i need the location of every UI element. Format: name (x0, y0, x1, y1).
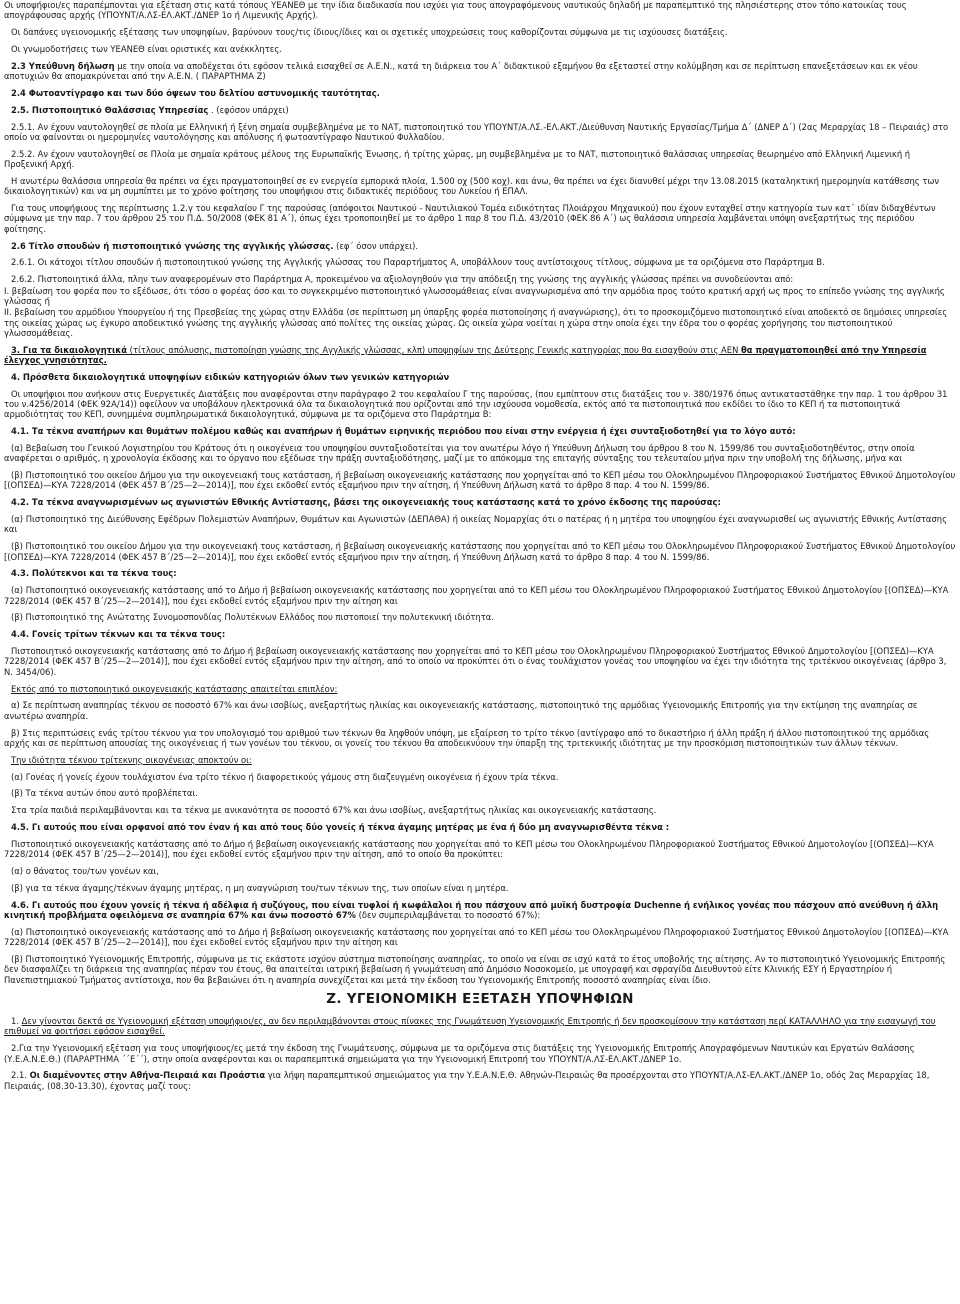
paragraph (4, 646, 956, 677)
paragraph-text: (α) ο θάνατος του/των γονέων και, (11, 866, 159, 877)
paragraph (4, 27, 956, 37)
paragraph (4, 44, 956, 54)
paragraph (4, 257, 956, 267)
paragraph-text: β) Στις περιπτώσεις ενάς τρίτου τέκνου για τον υπολογισμό του αριθμού των τέκνων θα ληφθούν υπόψη, με εξαίρεση το τρίτο τέκνο (αντίγραφο από το δικαστήριο ή άλλη πράξη ή άλλου πιστοποιητικού της αρμόδιας αρχής και σε περίπτωση απουσίας της οικογένειας ή των γονέων του τέκνου, οι γονείς του τέκνου θα αποδεικνύουν την ύπαρξη της τριτεκνικής ιδιότητας με την προσκόμιση πιστοποιητικών των άλλων τέκνων. (4, 727, 930, 748)
paragraph (4, 61, 956, 82)
paragraph-text: Οι δαπάνες υγειονομικής εξέτασης των υποψηφίων, βαρύνουν τους/τις ίδιους/ίδιες και οι σχετικές υποχρεώσεις τους καθορίζονται σύμφωνα με τις ισχύουσες διατάξεις. (11, 27, 728, 38)
paragraph-text: . (εφόσον υπάρχει) (208, 104, 289, 115)
paragraph-text: 2.4 Φωτοαντίγραφο και των δύο όψεων του δελτίου αστυνομικής ταυτότητας. (11, 87, 380, 98)
paragraph (4, 866, 956, 876)
paragraph (4, 0, 956, 21)
paragraph-text: Οι υποψήφιοι που ανήκουν στις Ευεργετικές Διατάξεις που αναφέρονται στην παράγραφο 2 του κεφαλαίου Γ της παρούσας, (που εμπίπτουν στις διατάξεις του ν. 380/1976 όπως αντικαταστάθηκε την παρ. 1 του άρθρου 31 του ν.4256/2014 (ΦΕΚ 92Α/14)) οφείλουν να υποβάλουν ηλεκτρονικά όλα τα δικαιολογητικά που ορίζονται από την ισχύουσα νομοθεσία, εκτός από τα πιστοποιητικά που εκδίδει το ίδιο το ΚΕΠ ή τα πιστοποιητικά αρμοδιότητας του ΚΕΠ, συνημμένα συμπληρωματικά δικαιολογητικά, σύμφωνα με τα οριζόμενα στο Παράρτημα Β: (4, 388, 948, 420)
paragraph-text: Οι γνωμοδοτήσεις των ΥΕΑΝΕΘ είναι οριστικές και ανέκκλητες. (11, 43, 282, 54)
paragraph-text: 2.3 Υπεύθυνη δήλωση (11, 60, 115, 71)
paragraph (4, 700, 956, 721)
paragraph (4, 470, 956, 491)
paragraph-text: 4. Πρόσθετα δικαιολογητικά υποψηφίων ειδικών κατηγοριών όλων των γενικών κατηγοριών (11, 371, 450, 382)
paragraph (4, 1043, 956, 1064)
paragraph-text: για λήψη παραπεμπτικού σημειώματος για την Υ.Ε.Α.Ν.Ε.Θ. Αθηνών-Πειραιώς θα προσέρχονται στο ΥΠΟΥΝΤ/Α.ΛΣ-ΕΛ.ΑΚΤ./ΔΝΕΡ 1ο, οδός 2ας Μεραρχίας 18, Πειραιάς, (08.30-13.30), έχοντας μαζί τους: (4, 1070, 930, 1091)
paragraph-text: με την οποία να αποδέχεται ότι εφόσον τελικά εισαχθεί σε Α.Ε.Ν., κατά τη διάρκεια του Α΄ διδακτικού εξαμήνου θα εξεταστεί στην κολύμβηση και σε περίπτωση επανεξετάσεων και εκ νέου αποτυχιών θα απομακρύνεται από την Α.Ε.Ν. ( ΠΑΡΑΡΤΗΜΑ Ζ) (4, 60, 918, 82)
paragraph-text: (δεν συμπεριλαμβάνεται το ποσοστό 67%): (355, 910, 541, 920)
paragraph-text: (β) Πιστοποιητικό του οικείου Δήμου για την οικογενειακή τους κατάσταση, ή βεβαίωση οικογενειακής κατάστασης που χορηγείται από το ΚΕΠ μέσω του Ολοκληρωμένου Πληροφοριακού Συστήματος Εθνικού Δημοτολογίου [(ΟΠΣΕΔ)—ΚΥΑ 7228/2014 (ΦΕΚ 457 Β΄/25—2—2014)], που έχει εκδοθεί εντός εξαμήνου πριν την αίτηση, ή Υπεύθυνη Δήλωση κατά το άρθρο 8 παρ. 4 του Ν. 1599/86. (4, 470, 956, 491)
paragraph-text: Στα τρία παιδιά περιλαμβάνονται και τα τέκνα με ανικανότητα σε ποσοστό 67% και άνω ισοβίως, ανεξαρτήτως ηλικίας και οικογενειακής κατάστασης. (11, 805, 657, 816)
paragraph (4, 241, 956, 251)
paragraph-text: Οι διαμένοντες στην Αθήνα-Πειραιά και Προάστια (29, 1070, 266, 1081)
paragraph (4, 105, 956, 115)
paragraph (4, 822, 956, 832)
paragraph-text: 2.1. (11, 1070, 30, 1081)
paragraph (4, 389, 956, 420)
paragraph-text: 4.1. Τα τέκνα αναπήρων και θυμάτων πολέμου καθώς και αναπήρων ή θυμάτων ειρηνικής περιόδου που είναι στην ενέργεια ή έχει συνταξιοδοτηθεί για το λόγο αυτό: (11, 426, 796, 437)
paragraph-text: Δεν γίνονται δεκτά σε Υγειονομική εξέταση υποψήφιοι/ες, αν δεν περιλαμβάνονται στους πίνακες της Γνωμάτευση Υγειονομικής Επιτροπής ή δεν προσκομίσουν την κατάσταση περί ΚΑΤΑΛΛΗΛΟ για την εισαγωγή του επιθυμεί να φοιτήσει εφόσον εισαχθεί. (4, 1016, 936, 1037)
paragraph (4, 612, 956, 622)
paragraph-text: (β) Τα τέκνα αυτών όπου αυτό προβλέπεται. (11, 788, 198, 799)
paragraph (4, 788, 956, 798)
paragraph (4, 927, 956, 948)
paragraph (4, 684, 956, 694)
paragraph (4, 372, 956, 382)
paragraph (4, 1016, 956, 1037)
paragraph (4, 805, 956, 815)
paragraph-text: Η ανωτέρω θαλάσσια υπηρεσία θα πρέπει να έχει πραγματοποιηθεί σε εν ενεργεία εμπορικά πλοία, 1.500 οχ (500 κοχ). και άνω, θα πρέπει να έχει διανυθεί μέχρι την 13.08.2015 (καταληκτική ημερομηνία κατάθεσης των δικαιολογητικών) και να μη συμπίπτει με το χρόνο φοίτησης του υποψήφιου στις διδακτικές περιόδους του Λυκείου ή ΕΠΑΛ. (4, 175, 940, 197)
paragraph (4, 176, 956, 197)
paragraph-text: 4.5. Γι αυτούς που είναι ορφανοί από τον έναν ή και από τους δύο γονείς ή τέκνα άγαμης μητέρας με ένα ή δύο μη αναγνωρισθέντα τέκνα : (11, 822, 670, 833)
paragraph (4, 883, 956, 893)
paragraph-text: α) Σε περίπτωση αναπηρίας τέκνου σε ποσοστό 67% και άνω ισοβίως, ανεξαρτήτως ηλικίας και οικογενειακής κατάστασης, πιστοποιητικό της αρμόδιας Υγειονομικής Επιτροπής για την εκτίμηση της αναπηρίας σε ανωτέρω αναπηρία. (4, 700, 918, 721)
paragraph-text: Την ιδιότητα τέκνου τρίτεκνης οικογένειας αποκτούν οι: (11, 754, 252, 765)
paragraph (4, 728, 956, 749)
paragraph-text: Εκτός από το πιστοποιητικό οικογενειακής κατάστασης απαιτείται επιπλέον: (11, 683, 338, 694)
paragraph-text: II. βεβαίωση του αρμόδιου Υπουργείου ή της Πρεσβείας της χώρας στην Ελλάδα (σε περίπτωση μη ύπαρξης φορέα πιστοποίησης ή αναγνώρισης), ότι το προσκομιζόμενο πιστοποιητικό είναι αποδεκτό σε δημόσιες υπηρεσίες της οικείας χώρας ως έγκυρο αποδεικτικό γνώσης της αγγλικής γλώσσας από πολίτες της οικείας χώρας. Ως οικεία χώρα νοείται η χώρα στην οποία έχει την έδρα του ο φορέας χορήγησης του πιστοποιητικού γλωσσομάθειας. (4, 307, 948, 338)
paragraph-text: 2.Για την Υγειονομική εξέταση για τους υποψήφιους/ες μετά την έκδοση της Γνωμάτευσης, σύμφωνα με τα οριζόμενα στις διατάξεις της Υγειονομικής Επιτροπής Απογραφόμενων Ναυτικών και Εργατών Θαλάσσης (Υ.Ε.Α.Ν.Ε.Θ.) (ΠΑΡΑΡΤΗΜΑ ΄΄Ε΄΄), στην οποία αναφέρονται και οι παραπεμπτικά σημειώματα για την Υγειονομική Επιτροπή του ΥΠΟΥΝΤ/Α.ΛΣ-ΕΛ.ΑΚΤ./ΔΝΕΡ 1ο. (4, 1043, 915, 1064)
paragraph-text: 2.5. Πιστοποιητικό Θαλάσσιας Υπηρεσίας (11, 104, 209, 115)
paragraph-text: I. βεβαίωση του φορέα που το εξέδωσε, ότι τόσο ο φορέας όσο και το συγκεκριμένο πιστοποιητικό γλωσσομάθειας είναι αναγνωρισμένα από την αρμόδια προς τούτο κρατική αρχή ως προς το επίπεδο γνώσης της αγγλικής γλώσσας ή (4, 285, 945, 306)
paragraph (4, 345, 956, 366)
paragraph-text: Πιστοποιητικό οικογενειακής κατάστασης από το Δήμο ή βεβαίωση οικογενειακής κατάστασης που χορηγείται από το ΚΕΠ μέσω του Ολοκληρωμένου Πληροφοριακού Συστήματος Εθνικού Δημοτολογίου [(ΟΠΣΕΔ)—ΚΥΑ 7228/2014 (ΦΕΚ 457 Β΄/25—2—2014)], που έχει εκδοθεί εντός εξαμήνου πριν την αίτηση, από το οποίο να προκύπτει ότι ο ένας τουλάχιστον γονέας του υποψηφίου να έχει την ιδιότητα της τριτέκνου οικογένειας (άρθρο 3, Ν. 3454/06). (4, 646, 947, 677)
paragraph-text: (α) Πιστοποιητικό της Διεύθυνσης Εφέδρων Πολεμιστών Αναπήρων, Θυμάτων και Αγωνιστών (ΔΕΠΑΘΑ) ή οικείας Νομαρχίας ότι ο πατέρας ή η μητέρα του υποψηφίου έχει αναγνωρισθεί ως αγωνιστής Εθνικής Αντίστασης και (4, 514, 947, 535)
paragraph-text: 1. (11, 1016, 22, 1027)
paragraph (4, 954, 956, 985)
paragraph-text: (β) για τα τέκνα άγαμης/τέκνων άγαμης μητέρας, η μη αναγνώριση του/των τέκνων της, των οποίων είναι η μητέρα. (11, 882, 509, 893)
paragraph (4, 122, 956, 143)
paragraph (4, 88, 956, 98)
paragraph-text: 2.6.2. Πιστοποιητικά άλλα, πλην των αναφερομένων στο Παράρτημα Α, προκειμένου να αξιολογηθούν για την απόδειξη της γνώσης της αγγλικής γλώσσας πρέπει να συνοδεύονται από: (11, 274, 794, 285)
paragraph (4, 497, 956, 507)
paragraph-text: Για τους υποψήφιους της περίπτωσης 1.2.γ του κεφαλαίου Γ της παρούσας (απόφοιτοι Ναυτικού - Ναυτιλιακού Τομέα ειδικότητας Πλοιάρχου Μηχανικού) που έχουν ενταχθεί στην κατηγορία των κατ΄ ιδίαν διδαχθέντων σύμφωνα με την παρ. 7 του άρθρου 25 του Π.Δ. 50/2008 (ΦΕΚ 81 Α΄), όπως έχει τροποποιηθεί με το άρθρο 1 παρ 8 του Π.Δ. 43/2010 (ΦΕΚ 86 Α΄) ως θαλάσσια υπηρεσία λαμβάνεται υπόψη ανεξαρτήτως της περιόδου φοίτησης. (4, 203, 936, 234)
paragraph-text: Δεύτερης Γενικής (494, 344, 570, 355)
paragraph-text: (α) Γονέας ή γονείς έχουν τουλάχιστον ένα τρίτο τέκνο ή διαφορετικούς γάμους στη διαζευγμένη οικογένεια ή έχουν τρία τέκνα. (11, 771, 559, 782)
paragraph-text: 3. Για τα δικαιολογητικά (11, 344, 127, 355)
paragraph (4, 203, 956, 234)
paragraph (4, 443, 956, 464)
paragraph-text: 4.2. Τα τέκνα αναγνωρισμένων ως αγωνιστών Εθνικής Αντίστασης, βάσει της οικογενειακής τους κατάστασης κατά το χρόνο έκδοσης της παρούσας: (11, 497, 721, 508)
paragraph (4, 755, 956, 765)
paragraph-text: (εφ΄ όσον υπάρχει). (333, 240, 419, 251)
paragraph-text: 2.5.2. Αν έχουν ναυτολογηθεί σε Πλοία με σημαία κράτους μέλους της Ευρωπαϊκής Ένωσης, ή τρίτης χώρας, μη συμβεβλημένα με το ΝΑΤ, πιστοποιητικό θαλάσσιας υπηρεσίας θεωρημένο από Ελληνική Λιμενική ή Προξενική Αρχή. (4, 148, 911, 170)
paragraph-text: Πιστοποιητικό οικογενειακής κατάστασης από το Δήμο ή βεβαίωση οικογενειακής κατάστασης που χορηγείται από το ΚΕΠ μέσω του Ολοκληρωμένου Πληροφοριακού Συστήματος Εθνικού Δημοτολογίου [(ΟΠΣΕΔ)—ΚΥΑ 7228/2014 (ΦΕΚ 457 Β΄/25—2—2014)], που έχει εκδοθεί εντός εξαμήνου πριν την αίτηση, από το οποίο θα προκύπτει: (4, 838, 934, 860)
paragraph (4, 274, 956, 284)
paragraph (4, 585, 956, 606)
paragraph-text: 2.6.1. Οι κάτοχοι τίτλου σπουδών ή πιστοποιητικού γνώσης της Αγγλικής γλώσσας του Παραρτήματος Α, υποβάλλουν τους αντίστοιχους τίτλους, σύμφωνα με τα οριζόμενα στο Παράρτημα Β. (11, 257, 825, 268)
paragraph (4, 541, 956, 562)
paragraph (4, 629, 956, 639)
paragraph (4, 514, 956, 535)
paragraph-text: Οι υποψήφιοι/ες παραπέμπονται για εξέταση στις κατά τόπους ΥΕΑΝΕΘ με την ίδια διαδικασία που ισχύει για τους απογραφόμενους ναυτικούς δηλαδή με παραπεμπτικό της πλησιέστερης στον τόπο κατοικίας τους απογράφουσας αρχής (ΥΠΟΥΝΤ/Α.ΛΣ-ΕΛ.ΑΚΤ./ΔΝΕΡ 1ο ή Λιμενικής Αρχής). (4, 0, 907, 21)
paragraph-text: κατηγορίας που θα εισαχθούν στις ΑΕΝ (569, 344, 741, 355)
paragraph-text: (τίτλους απόλυσης, πιστοποίηση γνώσης της Αγγλικής γλώσσας, κλπ) υποψηφίων της (126, 344, 495, 355)
paragraph (4, 307, 956, 338)
paragraph-text: θα πραγματοποιηθεί από την Υπηρεσία έλεγχος γνησιότητας. (4, 344, 927, 366)
health-section-body (4, 1016, 956, 1091)
paragraph (4, 839, 956, 860)
paragraph-text: (β) Πιστοποιητικό Υγειονομικής Επιτροπής, σύμφωνα με τις εκάστοτε ισχύον σύστημα πιστοποίησης αναπηρίας, το οποίο να είναι σε ισχύ κατά το έτος υποβολής της αίτησης. Αν το πιστοποιητικό Υγειονομικής Επιτροπής δεν διασφαλίζει τη διάρκεια της αναπηρίας πέραν του έτους, θα απαιτείται ιατρική βεβαίωση ή γνωμάτευση από Δημόσιο Νοσοκομείο, με υπογραφή και σφραγίδα Διευθυντού είτε Κλινικής ΕΣΥ ή Εργαστηρίου ή Πανεπιστημιακού Τμήματος αντίστοιχα, που θα βεβαιώνει ότι η αναπηρία συνεχίζεται και μετά την έκδοση του Υγειονομικής Επιτροπής ποσοστό αναπηρίας είναι ίδιο. (4, 953, 946, 985)
paragraph-text: 2.5.1. Αν έχουν ναυτολογηθεί σε πλοία με Ελληνική ή ξένη σημαία συμβεβλημένα με το ΝΑΤ, πιστοποιητικό του ΥΠΟΥΝΤ/Α.ΛΣ.-ΕΛ.ΑΚΤ./Διεύθυνση Ναυτικής Εργασίας/Τμήμα Δ΄ (ΔΝΕΡ Δ΄) (2ας Μεραρχίας 18 – Πειραιάς) στο οποίο να φαίνονται οι ημερομηνίες ναυτολόγησης και απόλυσης ή φωτοαντίγραφο Ναυτικού Φυλλαδίου. (4, 121, 949, 142)
paragraph-text: (α) Πιστοποιητικό οικογενειακής κατάστασης από το Δήμο ή βεβαίωση οικογενειακής κατάστασης που χορηγείται από το ΚΕΠ μέσω του Ολοκληρωμένου Πληροφοριακού Συστήματος Εθνικού Δημοτολογίου [(ΟΠΣΕΔ)—ΚΥΑ 7228/2014 (ΦΕΚ 457 Β΄/25—2—2014)], που έχει εκδοθεί εντός εξαμήνου πριν την αίτηση και (4, 585, 949, 606)
paragraph-text: (α) Βεβαίωση του Γενικού Λογιστηρίου του Κράτους ότι η οικογένεια του υποψηφίου συνταξιοδοτείται για τον ανωτέρω λόγο ή Υπεύθυνη Δήλωση του άρθρου 8 του Ν. 1599/86 του συνταξιοδοτηθέντος, στην οποία αναφέρεται ο αριθμός, η χρονολογία έκδοσης και το όργανο που εξέδωσε την πράξη συνταξιοδότησης, μαζί με το απόκομμα της επιταγής σύνταξης του τελευταίου μήνα πριν την υποβολή της δήλωσης, μήνα και (4, 443, 915, 464)
paragraph-text: 4.6. Γι αυτούς που έχουν γονείς ή τέκνα ή αδέλφια ή συζύγους, που είναι τυφλοί ή κωφάλαλοι ή που πάσχουν από μυϊκή δυστροφία Duchenne ή ενήλικος γονέας που πάσχουν από ανεύθυνη ή άλλη κινητική προβλήματα οφειλόμενα σε αναπηρία 67% και άνω ποσοστό 67% (4, 899, 939, 920)
document-body (4, 0, 956, 985)
paragraph (4, 149, 956, 170)
paragraph (4, 772, 956, 782)
paragraph (4, 286, 956, 307)
paragraph-text: 4.4. Γονείς τρίτων τέκνων και τα τέκνα τους: (11, 629, 226, 640)
paragraph-text: 4.3. Πολύτεκνοι και τα τέκνα τους: (11, 568, 177, 579)
paragraph-text: (α) Πιστοποιητικό οικογενειακής κατάστασης από το Δήμο ή βεβαίωση οικογενειακής κατάστασης που χορηγείται από το ΚΕΠ μέσω του Ολοκληρωμένου Πληροφοριακού Συστήματος Εθνικού Δημοτολογίου [(ΟΠΣΕΔ)—ΚΥΑ 7228/2014 (ΦΕΚ 457 Β΄/25—2—2014)], που έχει εκδοθεί εντός εξαμήνου πριν την αίτηση και (4, 926, 949, 948)
paragraph-text: (β) Πιστοποιητικό της Ανώτατης Συνομοσπονδίας Πολυτέκνων Ελλάδος που πιστοποιεί την πολυτεκνική ιδιότητα. (11, 612, 494, 623)
paragraph-text: 2.6 Τίτλο σπουδών ή πιστοποιητικό γνώσης της αγγλικής γλώσσας. (11, 240, 334, 251)
paragraph (4, 426, 956, 436)
paragraph-text: (β) Πιστοποιητικό του οικείου Δήμου για την οικογενειακή τους κατάσταση, ή βεβαίωση οικογενειακής κατάστασης που χορηγείται από το ΚΕΠ μέσω του Ολοκληρωμένου Πληροφοριακού Συστήματος Εθνικού Δημοτολογίου [(ΟΠΣΕΔ)—ΚΥΑ 7228/2014 (ΦΕΚ 457 Β΄/25—2—2014)], που έχει εκδοθεί εντός εξαμήνου πριν την αίτηση, ή Υπεύθυνη Δήλωση κατά το άρθρο 8 παρ. 4 του Ν. 1599/86. (4, 541, 956, 562)
paragraph (4, 1070, 956, 1091)
paragraph (4, 568, 956, 578)
main-heading: Ζ. ΥΓΕΙΟΝΟΜΙΚΗ ΕΞΕΤΑΣΗ ΥΠΟΨΗΦΙΩΝ (326, 991, 634, 1008)
paragraph (4, 900, 956, 921)
